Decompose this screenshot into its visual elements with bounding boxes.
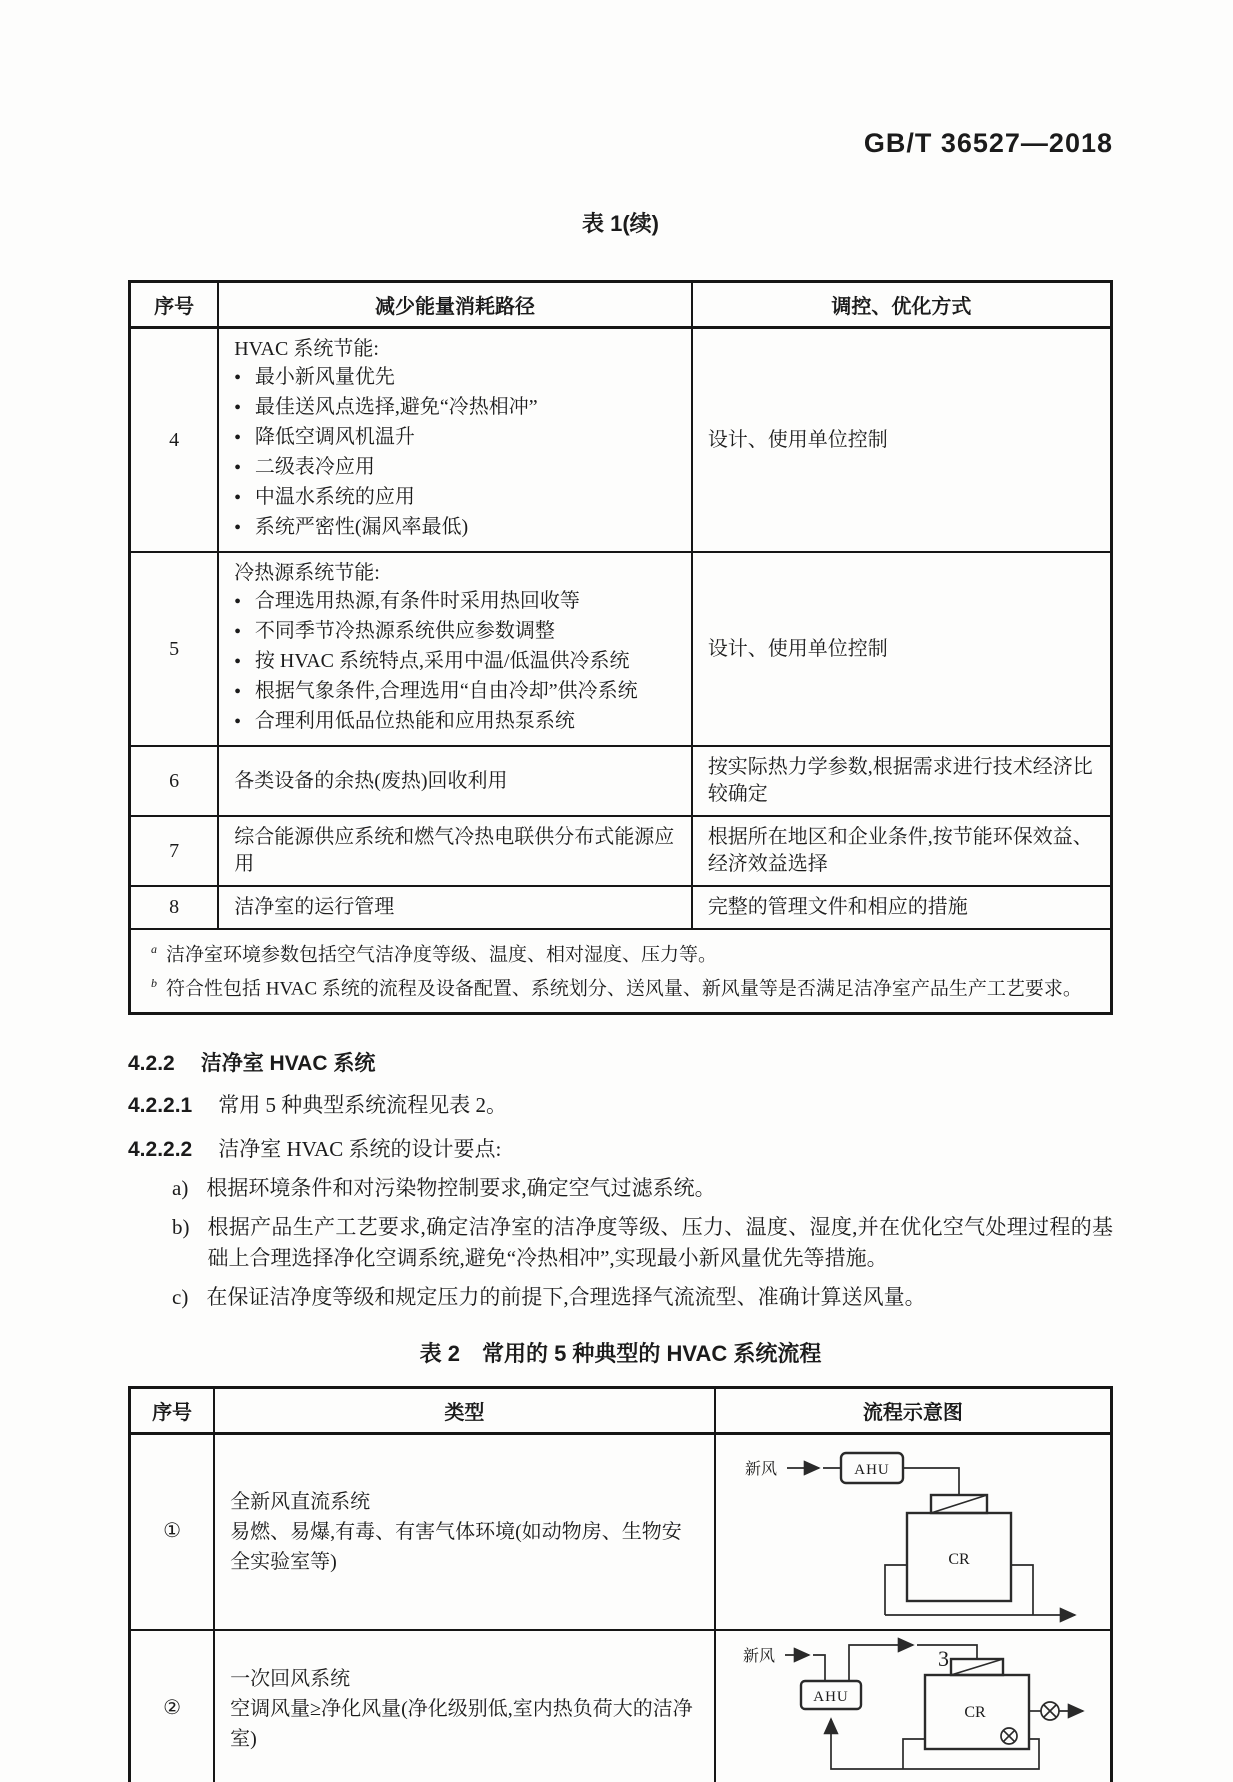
bullet-list [234, 588, 681, 738]
footnote-b [151, 969, 1100, 1003]
system-type-description: 空调风量≥净化风量(净化级别低,室内热负荷大的洁净室) [230, 1697, 693, 1750]
bullet-text: 合理利用低品位热能和应用热泵系统 [254, 710, 575, 732]
list-item [234, 678, 681, 708]
bullet-text: 不同季节冷热源系统供应参数调整 [254, 620, 555, 642]
path-cell [218, 552, 692, 746]
item-text: 在保证洁净度等级和规定压力的前提下,合理选择气流流型、准确计算送风量。 [206, 1284, 926, 1309]
system-type-title: 一次回风系统 [230, 1667, 351, 1690]
list-item-c [128, 1282, 1113, 1313]
list-item [234, 708, 681, 738]
table1-title: 表 1(续) [581, 211, 659, 236]
clause-title: 洁净室 HVAC 系统 [200, 1051, 376, 1075]
return-duct-left [903, 1739, 925, 1769]
row-number: ① [130, 1433, 215, 1630]
row-number: 8 [130, 886, 219, 929]
table2-header-row [130, 1387, 1112, 1433]
list-item [234, 424, 681, 454]
bullet-icon: ● [234, 491, 241, 503]
table-row-8 [130, 886, 1112, 929]
bullet-text: 降低空调风机温升 [254, 426, 415, 448]
footnote-a [151, 935, 1100, 969]
item-marker: a) [172, 1175, 189, 1200]
path-cell: 综合能源供应系统和燃气冷热电联供分布式能源应用 [218, 816, 692, 886]
table2-header-diagram: 流程示意图 [715, 1387, 1112, 1433]
bullet-text: 按 HVAC 系统特点,采用中温/低温供冷系统 [254, 650, 630, 672]
bullet-text: 二级表冷应用 [254, 456, 375, 478]
cleanroom-label: CR [948, 1550, 970, 1568]
table1 [128, 280, 1113, 1015]
table-row-7 [130, 816, 1112, 886]
bullet-text: 最佳送风点选择,避免“冷热相冲” [254, 396, 538, 418]
exhaust-duct-left [885, 1565, 907, 1615]
table2-header-type: 类型 [214, 1387, 715, 1433]
list-item [234, 514, 681, 544]
footnote-cell [130, 929, 1112, 1013]
filter-slash [951, 1659, 1003, 1675]
list-item [234, 454, 681, 484]
bullet-text: 系统严密性(漏风率最低) [254, 516, 469, 538]
filter-slash [931, 1495, 987, 1513]
table2-header-no: 序号 [130, 1387, 215, 1433]
list-item [234, 648, 681, 678]
fresh-air-label: 新风 [742, 1647, 775, 1665]
flow-diagram-cell [715, 1433, 1112, 1630]
list-item [234, 364, 681, 394]
bullet-icon: ● [234, 401, 241, 413]
footnote-text: 洁净室环境参数包括空气洁净度等级、温度、相对湿度、压力等。 [166, 944, 718, 966]
hvac-flow-diagram-2 [735, 1635, 1091, 1782]
row-number: ② [130, 1630, 215, 1782]
return-fan-blades [1003, 1730, 1014, 1741]
exhaust-duct-right [1011, 1565, 1033, 1615]
footnote-text: 符合性包括 HVAC 系统的流程及设备配置、系统划分、送风量、新风量等是否满足洁净室产品生产工艺要求。 [166, 978, 1082, 1000]
section-4-2-2 [128, 1047, 1113, 1313]
path-cell [218, 328, 692, 553]
footnote-marker: a [151, 942, 157, 956]
bullet-icon: ● [234, 625, 241, 637]
table2 [128, 1386, 1113, 1782]
row-number: 6 [130, 746, 219, 816]
hvac-flow-diagram-1 [737, 1439, 1089, 1625]
page-number: 3 [938, 1646, 949, 1671]
bullet-icon: ● [234, 461, 241, 473]
type-cell [214, 1433, 715, 1630]
list-item-b [128, 1212, 1113, 1274]
table-row-4 [130, 328, 1112, 553]
flow-diagram-cell [715, 1630, 1112, 1782]
exhaust-fan-blades [1043, 1704, 1056, 1717]
table-row-6 [130, 746, 1112, 816]
type-cell [214, 1630, 715, 1782]
fresh-air-down-line [813, 1655, 825, 1681]
system-type-description: 易燃、易爆,有毒、有害气体环境(如动物房、生物安全实验室等) [230, 1520, 682, 1573]
page-content [128, 0, 1113, 1782]
item-text: 根据产品生产工艺要求,确定洁净室的洁净度等级、压力、温度、湿度,并在优化空气处理过程的基础上合理选择净化空调系统,避免“冷热相冲”,实现最小新风量优先等措施。 [207, 1214, 1113, 1270]
clause-text: 洁净室 HVAC 系统的设计要点: [218, 1136, 502, 1161]
bullet-icon: ● [234, 685, 241, 697]
clause-4-2-2-1 [128, 1090, 1113, 1121]
fresh-air-label: 新风 [744, 1460, 777, 1478]
bullet-icon: ● [234, 371, 241, 383]
system-type-title: 全新风直流系统 [230, 1490, 371, 1513]
clause-number: 4.2.2.2 [128, 1137, 193, 1161]
table-row-type1 [130, 1433, 1112, 1630]
standard-number: GB/T 36527—2018 [863, 128, 1113, 158]
item-marker: b) [172, 1214, 190, 1239]
list-item [234, 618, 681, 648]
method-cell: 设计、使用单位控制 [692, 328, 1112, 553]
bullet-list [234, 364, 681, 544]
bullet-icon: ● [234, 715, 241, 727]
bullet-text: 根据气象条件,合理选用“自由冷却”供冷系统 [254, 680, 638, 702]
section-heading [128, 1047, 1113, 1077]
item-text: 根据环境条件和对污染物控制要求,确定空气过滤系统。 [206, 1175, 716, 1200]
clause-number: 4.2.2 [128, 1051, 175, 1075]
table1-header-path: 减少能量消耗路径 [218, 282, 692, 328]
supply-duct-line [903, 1468, 959, 1495]
row-number: 7 [130, 816, 219, 886]
row-number: 4 [130, 328, 219, 553]
row-number: 5 [130, 552, 219, 746]
clause-text: 常用 5 种典型系统流程见表 2。 [218, 1092, 507, 1117]
table-row-5 [130, 552, 1112, 746]
footnote-row [130, 929, 1112, 1013]
bullet-text: 最小新风量优先 [254, 366, 395, 388]
path-cell: 各类设备的余热(废热)回收利用 [218, 746, 692, 816]
path-heading: 冷热源系统节能: [234, 562, 380, 584]
path-cell: 洁净室的运行管理 [218, 886, 692, 929]
clause-4-2-2-2 [128, 1134, 1113, 1165]
method-cell: 完整的管理文件和相应的措施 [692, 886, 1112, 929]
footnote-marker: b [151, 976, 157, 991]
method-cell: 按实际热力学参数,根据需求进行技术经济比较确定 [692, 746, 1112, 816]
list-item [234, 484, 681, 514]
table1-header-method: 调控、优化方式 [692, 282, 1112, 328]
table-row-type2 [130, 1630, 1112, 1782]
table2-title: 表 2 常用的 5 种典型的 HVAC 系统流程 [419, 1340, 822, 1366]
bullet-icon: ● [234, 431, 241, 443]
list-item [234, 588, 681, 618]
table1-header-row [130, 282, 1112, 328]
bullet-text: 中温水系统的应用 [254, 486, 415, 508]
path-heading: HVAC 系统节能: [234, 338, 379, 360]
table1-header-no: 序号 [130, 282, 219, 328]
method-cell: 设计、使用单位控制 [692, 552, 1112, 746]
clause-number: 4.2.2.1 [128, 1093, 193, 1117]
cleanroom-label: CR [964, 1703, 986, 1721]
bullet-icon: ● [234, 595, 241, 607]
ahu-label: AHU [854, 1461, 890, 1478]
list-item [234, 394, 681, 424]
bullet-icon: ● [234, 521, 241, 533]
ahu-label: AHU [813, 1688, 849, 1705]
supply-duct-line [849, 1645, 913, 1681]
bullet-text: 合理选用热源,有条件时采用热回收等 [254, 590, 580, 612]
bullet-icon: ● [234, 655, 241, 667]
method-cell: 根据所在地区和企业条件,按节能环保效益、经济效益选择 [692, 816, 1112, 886]
item-marker: c) [172, 1284, 189, 1309]
list-item-a [128, 1173, 1113, 1204]
